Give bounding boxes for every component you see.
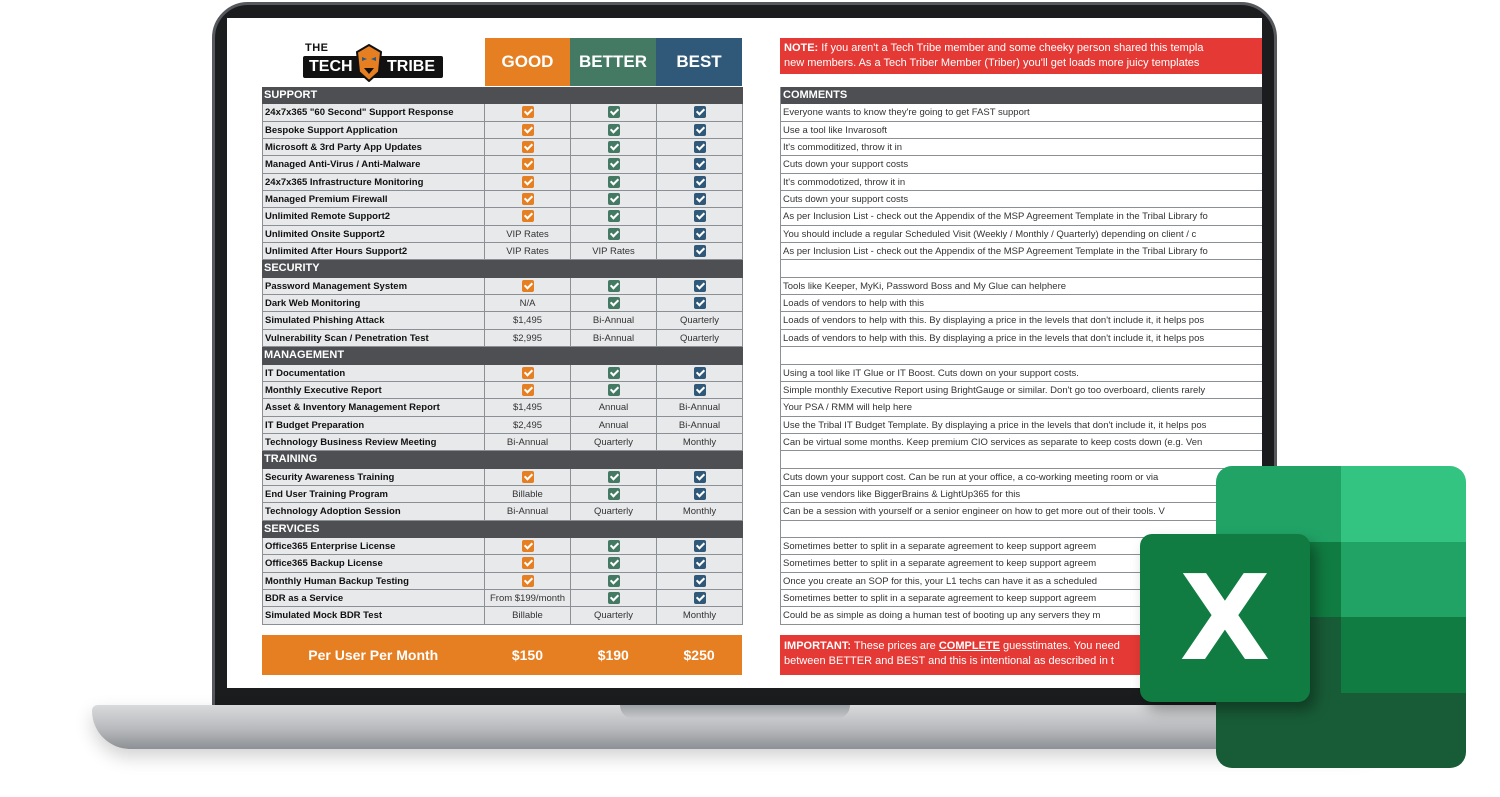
feature-cell[interactable]: IT Budget Preparation xyxy=(262,417,485,433)
feature-cell[interactable]: BDR as a Service xyxy=(262,590,485,606)
table-row xyxy=(262,538,743,555)
tier-cell-best[interactable] xyxy=(657,191,743,207)
section-title: TRAINING xyxy=(264,453,318,466)
checkbox-checked-icon[interactable] xyxy=(608,592,620,604)
section-title: SECURITY xyxy=(264,262,320,275)
tier-cell-best[interactable] xyxy=(657,156,743,172)
comment-cell[interactable]: Loads of vendors to help with this xyxy=(780,295,1262,312)
excel-tile xyxy=(1341,617,1466,693)
checkbox-checked-icon[interactable] xyxy=(608,176,620,188)
table-row xyxy=(262,399,743,416)
tier-cell-best[interactable]: Bi-Annual xyxy=(657,399,743,415)
tier-cell-good[interactable] xyxy=(485,469,571,485)
comment-cell[interactable]: Cuts down your support cost. Can be run at your office, a co-working meeting room or via xyxy=(780,469,1262,486)
checkbox-checked-icon[interactable] xyxy=(522,367,534,379)
checkbox-checked-icon[interactable] xyxy=(522,471,534,483)
table-row xyxy=(262,295,743,312)
tier-cell-better[interactable]: Quarterly xyxy=(571,607,657,623)
note-line1: If you aren't a Tech Tribe member and some cheeky person shared this templa xyxy=(818,42,1204,54)
tier-cell-best[interactable] xyxy=(657,104,743,120)
tier-cell-good[interactable]: From $199/month xyxy=(485,590,571,606)
tier-cell-best[interactable] xyxy=(657,590,743,606)
tier-cell-better[interactable]: Bi-Annual xyxy=(571,312,657,328)
checkbox-checked-icon[interactable] xyxy=(522,158,534,170)
checkbox-checked-icon[interactable] xyxy=(608,106,620,118)
tier-cell-best[interactable]: Bi-Annual xyxy=(657,417,743,433)
checkbox-checked-icon[interactable] xyxy=(522,106,534,118)
comment-cell[interactable]: It's commodotized, throw it in xyxy=(780,174,1262,191)
section-header-support xyxy=(262,87,743,104)
tier-cell-good[interactable]: $2,495 xyxy=(485,417,571,433)
checkbox-checked-icon[interactable] xyxy=(608,488,620,500)
feature-cell[interactable]: Unlimited Remote Support2 xyxy=(262,208,485,224)
note-lead: NOTE: xyxy=(784,42,819,54)
table-row xyxy=(262,104,743,121)
checkbox-checked-icon[interactable] xyxy=(694,557,706,569)
comment-cell[interactable]: Could be as simple as doing a human test of booting up any servers they m xyxy=(780,607,1262,624)
tier-cell-better[interactable] xyxy=(571,156,657,172)
feature-cell[interactable]: Managed Anti-Virus / Anti-Malware xyxy=(262,156,485,172)
checkbox-checked-icon[interactable] xyxy=(608,384,620,396)
laptop-screen xyxy=(227,18,1262,688)
checkbox-checked-icon[interactable] xyxy=(608,124,620,136)
tier-cell-better[interactable] xyxy=(571,174,657,190)
laptop-notch xyxy=(620,705,850,719)
feature-cell[interactable]: 24x7x365 Infrastructure Monitoring xyxy=(262,174,485,190)
tier-cell-good[interactable]: N/A xyxy=(485,295,571,311)
price-good[interactable]: $150 xyxy=(511,647,544,663)
section-header-training xyxy=(262,451,743,468)
tier-cell-better[interactable] xyxy=(571,122,657,138)
comment-cell[interactable]: Use the Tribal IT Budget Template. By displaying a price in the levels that don't include it, it helps pos xyxy=(780,417,1262,434)
price-better[interactable]: $190 xyxy=(597,647,629,663)
table-row xyxy=(262,312,743,329)
checkbox-checked-icon[interactable] xyxy=(694,141,706,153)
checkbox-checked-icon[interactable] xyxy=(694,297,706,309)
tier-cell-best[interactable]: Monthly xyxy=(657,434,743,450)
table-row xyxy=(262,330,743,347)
feature-cell[interactable]: Microsoft & 3rd Party App Updates xyxy=(262,139,485,155)
tier-cell-better[interactable] xyxy=(571,382,657,398)
excel-x-tile xyxy=(1140,534,1310,702)
important-emphasis: COMPLETE xyxy=(938,640,1000,652)
feature-cell[interactable]: Unlimited After Hours Support2 xyxy=(262,243,485,259)
tier-cell-good[interactable] xyxy=(485,174,571,190)
tier-cell-best[interactable] xyxy=(657,486,743,502)
tier-cell-best[interactable] xyxy=(657,208,743,224)
table-row xyxy=(262,382,743,399)
table-row xyxy=(262,486,743,503)
tier-cell-better[interactable] xyxy=(571,278,657,294)
feature-cell[interactable]: 24x7x365 "60 Second" Support Response xyxy=(262,104,485,120)
comment-cell[interactable]: Tools like Keeper, MyKi, Password Boss and My Glue can helphere xyxy=(780,278,1262,295)
checkbox-checked-icon[interactable] xyxy=(608,367,620,379)
checkbox-checked-icon[interactable] xyxy=(608,158,620,170)
table-row xyxy=(262,278,743,295)
table-row xyxy=(262,607,743,624)
tier-cell-good[interactable]: $2,995 xyxy=(485,330,571,346)
comment-cell[interactable] xyxy=(780,347,1262,364)
checkbox-checked-icon[interactable] xyxy=(694,158,706,170)
comment-cell[interactable]: You should include a regular Scheduled Visit (Weekly / Monthly / Quarterly) depending on client / c xyxy=(780,226,1262,243)
comments-header: COMMENTS xyxy=(780,87,1262,104)
checkbox-checked-icon[interactable] xyxy=(522,193,534,205)
feature-cell[interactable]: IT Documentation xyxy=(262,365,485,381)
checkbox-checked-icon[interactable] xyxy=(522,540,534,552)
tier-cell-good[interactable] xyxy=(485,278,571,294)
feature-cell[interactable]: Technology Adoption Session xyxy=(262,503,485,519)
comment-cell[interactable]: Your PSA / RMM will help here xyxy=(780,399,1262,416)
checkbox-checked-icon[interactable] xyxy=(694,592,706,604)
checkbox-checked-icon[interactable] xyxy=(694,367,706,379)
table-row xyxy=(262,573,743,590)
feature-cell[interactable]: End User Training Program xyxy=(262,486,485,502)
comment-cell[interactable] xyxy=(780,260,1262,277)
tier-cell-best[interactable]: Quarterly xyxy=(657,312,743,328)
excel-tile xyxy=(1341,466,1466,542)
tier-cell-better[interactable]: Quarterly xyxy=(571,434,657,450)
tier-cell-good[interactable] xyxy=(485,573,571,589)
checkbox-checked-icon[interactable] xyxy=(522,280,534,292)
checkbox-checked-icon[interactable] xyxy=(694,210,706,222)
tier-cell-good[interactable]: VIP Rates xyxy=(485,226,571,242)
important-post: guesstimates. You need xyxy=(999,640,1120,652)
comment-cell[interactable]: Use a tool like Invarosoft xyxy=(780,122,1262,139)
table-row xyxy=(262,555,743,572)
comment-cell[interactable]: Cuts down your support costs xyxy=(780,191,1262,208)
tier-cell-good[interactable]: VIP Rates xyxy=(485,243,571,259)
feature-cell[interactable]: Bespoke Support Application xyxy=(262,122,485,138)
important-pre: These prices are xyxy=(851,640,939,652)
checkbox-checked-icon[interactable] xyxy=(694,384,706,396)
checkbox-checked-icon[interactable] xyxy=(694,488,706,500)
checkbox-checked-icon[interactable] xyxy=(694,193,706,205)
tier-cell-good[interactable]: Billable xyxy=(485,486,571,502)
tier-cell-good[interactable] xyxy=(485,538,571,554)
note-banner xyxy=(780,38,1262,74)
tier-cell-good[interactable]: Billable xyxy=(485,607,571,623)
table-row xyxy=(262,139,743,156)
checkbox-checked-icon[interactable] xyxy=(694,106,706,118)
comment-cell[interactable]: Simple monthly Executive Report using BrightGauge or similar. Don't go too overboard, clients rarely xyxy=(780,382,1262,399)
tier-cell-best[interactable] xyxy=(657,174,743,190)
table-row xyxy=(262,208,743,225)
important-lead: IMPORTANT: xyxy=(784,640,852,652)
table-row xyxy=(262,122,743,139)
checkbox-checked-icon[interactable] xyxy=(608,141,620,153)
tier-header-best: BEST xyxy=(656,38,742,86)
tier-cell-good[interactable] xyxy=(485,208,571,224)
checkbox-checked-icon[interactable] xyxy=(522,557,534,569)
checkbox-checked-icon[interactable] xyxy=(694,245,706,257)
important-line2: between BETTER and BEST and this is intentional as described in t xyxy=(784,655,1114,667)
tier-cell-best[interactable] xyxy=(657,365,743,381)
feature-cell[interactable]: Office365 Enterprise License xyxy=(262,538,485,554)
logo-tribe-text: TRIBE xyxy=(387,58,435,75)
tier-cell-better[interactable] xyxy=(571,295,657,311)
table-row xyxy=(262,469,743,486)
feature-cell[interactable]: Password Management System xyxy=(262,278,485,294)
comment-cell[interactable]: Once you create an SOP for this, your L1 techs can have it as a scheduled xyxy=(780,573,1262,590)
feature-cell[interactable]: Simulated Mock BDR Test xyxy=(262,607,485,623)
tier-cell-best[interactable] xyxy=(657,122,743,138)
tier-cell-better[interactable] xyxy=(571,139,657,155)
price-best[interactable]: $250 xyxy=(683,647,715,663)
checkbox-checked-icon[interactable] xyxy=(522,210,534,222)
logo-tech-text: TECH xyxy=(309,58,353,75)
comment-cell[interactable]: Sometimes better to split in a separate agreement to keep support agreem xyxy=(780,590,1262,607)
tier-cell-best[interactable] xyxy=(657,243,743,259)
tier-cell-better[interactable] xyxy=(571,208,657,224)
tier-cell-best[interactable] xyxy=(657,469,743,485)
table-row xyxy=(262,226,743,243)
tier-cell-good[interactable]: Bi-Annual xyxy=(485,434,571,450)
tier-cell-good[interactable]: $1,495 xyxy=(485,312,571,328)
table-row xyxy=(262,191,743,208)
feature-cell[interactable]: Simulated Phishing Attack xyxy=(262,312,485,328)
tier-cell-good[interactable] xyxy=(485,156,571,172)
tier-cell-better[interactable] xyxy=(571,590,657,606)
checkbox-checked-icon[interactable] xyxy=(608,575,620,587)
table-row xyxy=(262,434,743,451)
tier-cell-good[interactable] xyxy=(485,139,571,155)
tier-cell-best[interactable] xyxy=(657,139,743,155)
tier-cell-good[interactable]: $1,495 xyxy=(485,399,571,415)
table-row xyxy=(262,590,743,607)
comment-cell[interactable]: Everyone wants to know they're going to get FAST support xyxy=(780,104,1262,121)
excel-tile xyxy=(1341,542,1466,618)
table-row xyxy=(262,417,743,434)
section-header-management xyxy=(262,347,743,364)
section-title: SUPPORT xyxy=(264,89,318,101)
checkbox-checked-icon[interactable] xyxy=(522,176,534,188)
checkbox-checked-icon[interactable] xyxy=(522,575,534,587)
excel-x-letter: X xyxy=(1179,549,1271,687)
tech-tribe-logo xyxy=(303,40,443,82)
comment-cell[interactable]: Can use vendors like BiggerBrains & LightUp365 for this xyxy=(780,486,1262,503)
tier-cell-best[interactable] xyxy=(657,226,743,242)
comment-cell[interactable]: Using a tool like IT Glue or IT Boost. Cuts down on your support costs. xyxy=(780,365,1262,382)
table-row xyxy=(262,503,743,520)
tier-cell-better[interactable]: VIP Rates xyxy=(571,243,657,259)
feature-grid xyxy=(262,87,743,625)
note-line2: new members. As a Tech Triber Member (Triber) you'll get loads more juicy templates xyxy=(784,57,1200,69)
section-title: MANAGEMENT xyxy=(264,349,345,362)
feature-cell[interactable]: Monthly Executive Report xyxy=(262,382,485,398)
pricing-label: Per User Per Month xyxy=(308,647,439,663)
tier-cell-better[interactable] xyxy=(571,486,657,502)
tier-cell-good[interactable] xyxy=(485,365,571,381)
checkbox-checked-icon[interactable] xyxy=(608,297,620,309)
checkbox-checked-icon[interactable] xyxy=(694,471,706,483)
checkbox-checked-icon[interactable] xyxy=(608,280,620,292)
tier-cell-better[interactable] xyxy=(571,365,657,381)
comment-cell[interactable]: Loads of vendors to help with this. By displaying a price in the levels that don't include it, it helps pos xyxy=(780,312,1262,329)
feature-cell[interactable]: Managed Premium Firewall xyxy=(262,191,485,207)
feature-cell[interactable]: Monthly Human Backup Testing xyxy=(262,573,485,589)
tier-cell-good[interactable] xyxy=(485,122,571,138)
excel-tile xyxy=(1216,693,1466,769)
tier-cell-better[interactable]: Quarterly xyxy=(571,503,657,519)
tier-cell-better[interactable] xyxy=(571,104,657,120)
checkbox-checked-icon[interactable] xyxy=(608,210,620,222)
checkbox-checked-icon[interactable] xyxy=(522,124,534,136)
tier-cell-good[interactable] xyxy=(485,191,571,207)
tier-cell-best[interactable] xyxy=(657,295,743,311)
tier-cell-best[interactable]: Monthly xyxy=(657,607,743,623)
excel-logo-icon xyxy=(1140,466,1466,768)
tier-cell-best[interactable]: Monthly xyxy=(657,503,743,519)
logo-the-text: THE xyxy=(305,42,329,54)
tier-header-better: BETTER xyxy=(570,38,656,86)
checkbox-checked-icon[interactable] xyxy=(608,228,620,240)
tier-cell-good[interactable] xyxy=(485,382,571,398)
comment-cell[interactable]: As per Inclusion List - check out the Appendix of the MSP Agreement Template in the Tribal Library fo xyxy=(780,243,1262,260)
tier-cell-good[interactable] xyxy=(485,104,571,120)
tier-cell-better[interactable] xyxy=(571,469,657,485)
section-header-services xyxy=(262,521,743,538)
comment-cell[interactable]: Can be a session with yourself or a senior engineer on how to get more out of their tools. V xyxy=(780,503,1262,520)
tier-cell-better[interactable] xyxy=(571,538,657,554)
checkbox-checked-icon[interactable] xyxy=(608,471,620,483)
checkbox-checked-icon[interactable] xyxy=(608,557,620,569)
tier-cell-better[interactable] xyxy=(571,573,657,589)
tier-cell-best[interactable] xyxy=(657,538,743,554)
tier-cell-better[interactable] xyxy=(571,191,657,207)
comment-cell[interactable]: Sometimes better to split in a separate agreement to keep support agreem xyxy=(780,538,1262,555)
checkbox-checked-icon[interactable] xyxy=(694,176,706,188)
tier-cell-best[interactable] xyxy=(657,278,743,294)
tier-cell-better[interactable] xyxy=(571,226,657,242)
checkbox-checked-icon[interactable] xyxy=(608,193,620,205)
tier-cell-better[interactable] xyxy=(571,555,657,571)
tier-cell-better[interactable]: Bi-Annual xyxy=(571,330,657,346)
section-header-security xyxy=(262,260,743,277)
feature-cell[interactable]: Office365 Backup License xyxy=(262,555,485,571)
comment-cell[interactable]: Cuts down your support costs xyxy=(780,156,1262,173)
table-row xyxy=(262,243,743,260)
tier-cell-best[interactable] xyxy=(657,382,743,398)
feature-cell[interactable]: Vulnerability Scan / Penetration Test xyxy=(262,330,485,346)
table-row xyxy=(262,174,743,191)
excel-tile xyxy=(1216,466,1341,542)
table-row xyxy=(262,365,743,382)
feature-cell[interactable]: Dark Web Monitoring xyxy=(262,295,485,311)
comment-cell[interactable]: Can be virtual some months. Keep premium CIO services as separate to keep costs down (e.g. Ven xyxy=(780,434,1262,451)
comment-cell[interactable]: It's commoditized, throw it in xyxy=(780,139,1262,156)
checkbox-checked-icon[interactable] xyxy=(522,384,534,396)
tier-cell-better[interactable]: Annual xyxy=(571,417,657,433)
tier-cell-better[interactable]: Annual xyxy=(571,399,657,415)
tribal-mask-icon xyxy=(355,44,383,82)
checkbox-checked-icon[interactable] xyxy=(608,540,620,552)
tier-cell-good[interactable]: Bi-Annual xyxy=(485,503,571,519)
feature-cell[interactable]: Unlimited Onsite Support2 xyxy=(262,226,485,242)
pricing-row xyxy=(262,635,742,675)
comment-cell[interactable]: Loads of vendors to help with this. By displaying a price in the levels that don't include it, it helps pos xyxy=(780,330,1262,347)
checkbox-checked-icon[interactable] xyxy=(694,124,706,136)
tier-cell-good[interactable] xyxy=(485,555,571,571)
checkbox-checked-icon[interactable] xyxy=(694,228,706,240)
section-title: SERVICES xyxy=(264,522,320,535)
tier-cell-best[interactable] xyxy=(657,555,743,571)
tier-cell-best[interactable] xyxy=(657,573,743,589)
checkbox-checked-icon[interactable] xyxy=(694,280,706,292)
tier-header-good: GOOD xyxy=(485,38,570,86)
table-row xyxy=(262,156,743,173)
feature-cell[interactable]: Technology Business Review Meeting xyxy=(262,434,485,450)
feature-cell[interactable]: Security Awareness Training xyxy=(262,469,485,485)
checkbox-checked-icon[interactable] xyxy=(694,575,706,587)
checkbox-checked-icon[interactable] xyxy=(694,540,706,552)
feature-cell[interactable]: Asset & Inventory Management Report xyxy=(262,399,485,415)
tier-cell-best[interactable]: Quarterly xyxy=(657,330,743,346)
checkbox-checked-icon[interactable] xyxy=(522,141,534,153)
comment-cell[interactable]: As per Inclusion List - check out the Appendix of the MSP Agreement Template in the Tribal Library fo xyxy=(780,208,1262,225)
comment-cell[interactable]: Sometimes better to split in a separate agreement to keep support agreem xyxy=(780,555,1262,572)
